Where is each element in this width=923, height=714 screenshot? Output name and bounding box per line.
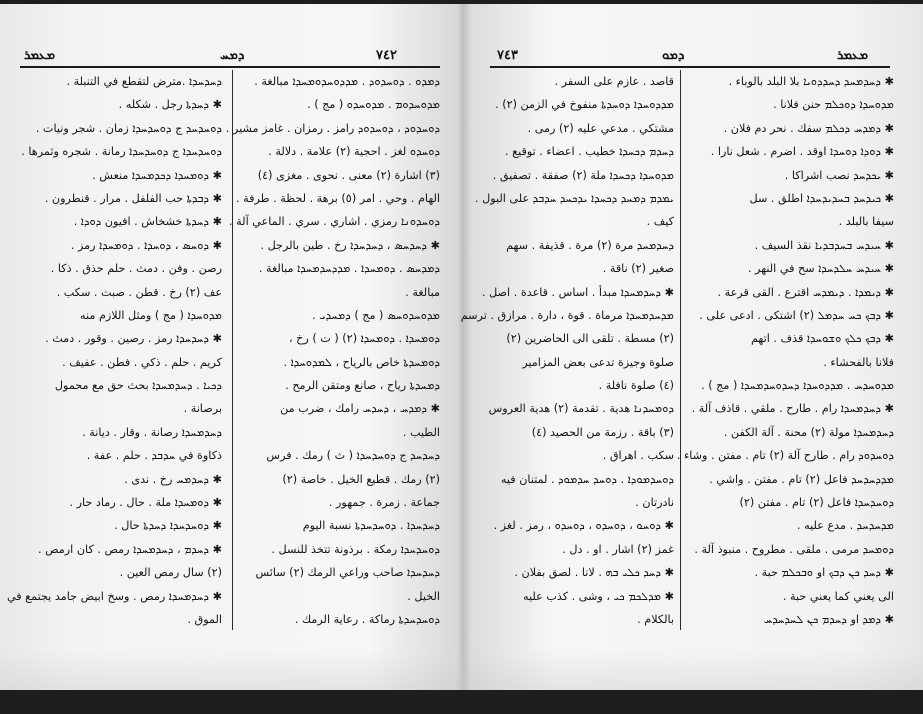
dictionary-entry-line: غمز (٢) اشار . او . دل . [562,542,674,556]
dictionary-entry-line: ܕܘܚܕܡܘܕܐ . ܕܘܚܕ ܚܕܡܘܕ . لمتنان فيه [500,472,674,486]
book-spread [0,4,923,690]
dictionary-entry-line: ✱ ܕܘܡܚܕܐ ملة . حال . رماد حار . [69,496,222,510]
dictionary-entry-line: فلانا بالفحشاء . [823,355,894,369]
dictionary-entry-line: (٢) رمك . قطيع الخيل . خاصة (٢) [282,472,440,486]
dictionary-entry-line: كيف . [646,215,674,229]
dictionary-entry-line: صلوة وجيزة تدعى بعض المزامير [522,355,674,369]
dictionary-entry-line: ܕܘܚܕܘ لغز . احجية (٢) علامة . دلالة . [268,145,440,159]
right-page-column-left [460,70,674,631]
dictionary-entry-line: (٤) صلوة نافلة . [598,379,674,393]
dictionary-entry-line: الهام . وحي . امر (٥) برهة . لحظة . طرفة . [236,191,440,205]
left-page-column-right [225,70,440,631]
dictionary-entry-line: ܡܕܘܚܕܐ ܕܘܟܠܡ حنن فلانا . [773,98,894,112]
dictionary-entry-line: ܕܘܚܕܚܕ ج ܕܘܚܕܚܕܐ زمان . شجر ونيات . [35,121,222,135]
dictionary-entry-line: ܕܚܕܡܚܕ مرة (٢) مرة . قذيفة . سهم [506,238,674,252]
dictionary-entry-line: ✱ ܚܝܕܚ ܚܠܕܚܕܐ سح في النهر . [747,262,894,276]
dictionary-entry-line: (٣) اشارة (٢) معنى . نحوى . مغزى (٤) [257,168,440,182]
dictionary-entry-line: كريم . حلم . ذكي . فطن . عفيف . [62,355,222,369]
left-header-rule [20,66,440,68]
dictionary-entry-line: ܕܡܕܘ . ܕܘܚܕܘܕ . ܡܕܕܘܚܕܘܡܚܕܐ مبالغة . [254,75,440,88]
dictionary-entry-line: ܡܕܘܚܕܘܚܣ ( مج ) ܕܡܚܕܝ . [312,308,440,322]
dictionary-entry-line: ✱ ܕܝܡܕܐ . ܕܝܡܕܚ اقترع . القى قرعة . [717,285,894,299]
left-page-column-divider [232,70,233,630]
dictionary-entry-line: ܕܚܕܡ ܕܟܚܕܐ خطيب . اعضاء . توقيع . [505,145,674,159]
dictionary-entry-line: مشتكي . مدعي عليه (٢) رمى . [527,121,674,135]
dictionary-entry-line: الموق . [187,612,222,626]
dictionary-entry-line: ܕܚܕܚܕܐ . ܕܘܚܕܚܕܬܐ نسبة اليوم [302,519,440,533]
dictionary-entry-line: ✱ ܕܘܚܣ ، ܕܘܚܕܐ . ܕܘܡܚܕܐ رمز . [70,238,222,252]
dictionary-entry-line: ܡܕܕܘܚܕܐ ܕܘܚܕܬܐ منفوخ في الزمن (٢) . [495,98,674,112]
dictionary-entry-line: ܕܘܚܕܚܕܐ ج ܕܘܚܕܚܕܐ رمانة . شجره وثمرها . [21,145,222,159]
dictionary-entry-line: سيفا بالبلد . [838,215,894,229]
dictionary-entry-line: نادرتان . [635,496,674,510]
right-page [462,4,923,690]
dictionary-entry-line: عف (٢) رخ . قطن . صبت . سكب . [56,285,222,299]
right-page-bottom-shade [462,650,923,690]
dictionary-entry-line: الى يعني كما يعني حبة . [782,589,894,603]
dictionary-entry-line: ✱ ܕܡܕܚ ܕܟܠܡ سفك . نحر دم فلان . [723,121,894,135]
dictionary-entry-line: ✱ ܕܚܕܡܚܕܐ مبدأ . اساس . قاعدة . اصل . [481,285,674,299]
dictionary-entry-line: رصن . وفن . دمث . حلم حذق . ذكا . [50,262,222,276]
dictionary-entry-line: ✱ ܕܘܚܘ ، ܕܘܚܕܘ ، ܕܘܚܕܘ ، رمز . لغز . [493,519,674,533]
dictionary-entry-line: برصانة . [183,402,222,416]
dictionary-entry-line: ✱ ܕܚܕܡ ، ܕܚܕܡܚܕܐ رمص . كان ارمص . [37,542,222,556]
right-page-column-right [676,70,894,631]
dictionary-entry-line: ✱ ܕܘܡܚܕܐ ܕܟܕܡܚܕܐ منعش . [92,168,222,182]
left-page [0,4,462,690]
dictionary-entry-line: ܡܕܘܚܕܘܡ . ܡܕܘܚܕܘ ( مج ) . [307,98,440,112]
dictionary-entry-line: ܕܚܕܚܕ ج ܕܘܚܕܚܕܐ ( ث ) رمك . فرس [266,449,440,463]
dictionary-entry-line: الطيب . [402,425,440,439]
dictionary-entry-line: (٢) سال رمص العين . [119,566,222,580]
dictionary-entry-line: ✱ ܕܒܟ ܟܚ ܚܕܡܠ (٢) اشتكى . ادعى على . [699,308,894,322]
dictionary-entry-line: (٢) مسطة . تلقى الى الحاضرين (٢) [506,332,674,346]
dictionary-entry-line: ܡܕܘܚܕܐ ( مج ) ومثل اللازم منه [80,308,222,322]
dictionary-entry-line: ✱ ܕܚܕܬܐ رجل . شكله . [118,98,222,112]
dictionary-entry-line: ✱ ܡܕܠܟܡ ܟܝ ، وشى . كذب عليه [523,589,674,603]
dictionary-entry-line: ܕܘܡܚܕܐ . ܕܘܡܚܕܐ (٢) ( ت ) رخ ، [289,332,440,346]
dictionary-entry-line: الخيل . [407,589,440,603]
dictionary-entry-line: ✱ ܟܝܕܚܕ ܒܚܕܝܕܚܕܐ اطلق . سل [749,191,894,205]
right-page-header-word: ܡܥܡܪ [837,48,869,63]
left-page-bottom-shade [0,650,462,690]
dictionary-entry-line: ذكاوة في ܚܕܒܕ . حلم . عفة . [86,449,222,463]
right-page-column-divider [680,70,681,630]
dictionary-entry-line: ܕܘܡܚܕܢܐ هدية . تقدمة (٢) هدية العروس [488,402,674,416]
dictionary-entry-line: ܡܕܚܕܡܚܕܐ مرماة . قوة ، دارة . مرازق . ترسم [460,308,674,322]
dictionary-entry-line: (٣) باقة . رزمة من الحصيد (٤) [531,425,674,439]
dictionary-entry-line: ܕܚܕܡܚܕܐ مولة (٢) محنة . آلة الكفن . [723,425,894,439]
dictionary-entry-line: قاصد . عازم على السفر . [554,75,674,88]
left-page-number: ٧٤٢ [376,48,397,63]
dictionary-entry-line: ܕܘܡܚܕܬܐ خاص بالرياح ، ܠܡܕܘܚܕܐ . [283,355,440,369]
dictionary-entry-line: ✱ ܕܚܕܡܚܕܐ رمص . وسخ ابيض جامد يجتمع في [6,589,222,603]
dictionary-entry-line: ܕܘܚܕܚܕܐ فاعل (٢) تام . مفتن (٢) [739,496,894,510]
dictionary-entry-line: ✱ ܕܚܕܡܚܕ ܕܚܕܕܘܝܐ بلا البلد بالوباء . [728,75,894,88]
dictionary-entry-line: ܕܘܚܕܚܕܐ رمكة . برذونة تتخذ للنسل . [271,542,440,556]
dictionary-entry-line: ✱ ܕܡܕܚ ، ܕܚܕܚ رامك ، ضرب من [280,402,440,416]
dictionary-entry-line: سكب . اهراق . [602,449,674,463]
dictionary-entry-line: مبالغة . [405,285,440,299]
dictionary-entry-line: ܕܘܚܕܘܕ ، ܕܘܚܕܘܕ رامز . رمزان . غامز مشير . [225,121,440,135]
dictionary-entry-line: ✱ ܕܡܕ او ܕܚܕܡ ܟܢ ܠܚܕܚܕܚ [763,612,894,626]
dictionary-entry-line: ✱ ܕܘܚܕܚܕܐ ܕܚܕܬܐ حال . [114,519,222,533]
right-page-header-root: ܕܡܘ [662,48,685,63]
dictionary-entry-line: ✱ ܕܚܕ ܟܢ ܕܒܟ او ܘܒܟܠܡ حبة . [754,566,894,580]
dictionary-entry-line: ܡܕܕܚܕܚܕ فاعل (٢) تام . مفتن . واشي . [709,472,894,486]
left-page-header-word: ܡܥܡܪ [24,48,56,63]
dictionary-entry-line: ✱ ܝܟܕܚܕ نصب اشراكا . [784,168,894,182]
right-page-number: ٧٤٣ [497,48,518,63]
dictionary-entry-line: ✱ ܕܚܕܚܣ ، ܕܚܕܚܕܐ رخ . طين بالرجل . [260,238,440,252]
dictionary-entry-line: ܕܚܕܡܚܕܐ رصانة . وقار . ديانة . [82,425,222,439]
dictionary-entry-line: ܕܡܚܕܬܐ رياح ، صانع ومتقن الرمح . [285,379,440,393]
left-page-column-left [6,70,222,631]
dictionary-entry-line: ✱ ܕܚܕܚܕܐ رمز . رصين . وقور . دمث . [45,332,222,346]
dictionary-entry-line: صغير (٢) ناقة . [602,262,674,276]
left-page-header-root: ܕܡܚ [220,48,245,63]
right-header-rule [490,66,890,68]
dictionary-entry-line: ܕܡܕܚܣ . ܕܘܡܚܕܐ . ܡܕܕܚܕܡܚܕܐ مبالغة . [258,262,440,276]
dictionary-entry-line: ܝܡܕܡ ܕܡܚܕ ܕܟܚܕܐ ܝܕܟܚܕ ܚܕܒܕ على البول . [474,191,674,205]
dictionary-entry-line: ܡܕܘܚܕܐ ܕܟܚܕܐ ملة (٢) صفقة . تصفيق . [492,168,674,182]
dictionary-entry-line: ✱ ܕܚܕܡܚܕܐ رام . طارح . ملقي . قاذف آلة . [691,402,894,416]
dictionary-entry-line: ܡܕܘܚܕܚ . ܡܕܕܘܚܕܐ ܕܚܕܘܚܕܡܚܕܐ ( مج ) . [701,379,894,393]
dictionary-entry-line: ✱ ܕܘܕܐ ܕܘܚܕܐ اوقد . اضرم . شعل نارا . [710,145,894,159]
dictionary-entry-line: ܕܚܕܚܕܐ .مترض لتقطع في التنبلة . [66,75,222,88]
dictionary-entry-line: ܕܘܚܕܚܕܬܐ رماكة . رعاية الرمك . [294,612,440,626]
dictionary-entry-line: ✱ ܕܚܕܡܚ رخ . ندى . [124,472,222,486]
dictionary-entry-line: ܕܘܚܕܘܢܐ رمزي . اشاري . سري . الماعي آلة . [229,215,440,229]
dictionary-entry-line: ܕܘܡܚܕ مرمى . ملقى . مطروح . منبوذ آلة . [694,542,894,556]
dictionary-entry-line: ✱ ܚܝܕܚ ܒܚܕܒܕܝܐ نقذ السيف . [754,238,894,252]
dictionary-entry-line: ܕܟܝܐ . ܕܚܕܡܚܕܐ بحث حق مع محمول [54,379,222,393]
dictionary-entry-line: ✱ ܕܚܕܬܐ خشخاش . افيون ܕܘܕܐ . [73,215,222,229]
dictionary-entry-line: ܕܚܕܚܕܐ صاحب وراعي الرمك (٢) سائس [255,566,440,580]
dictionary-entry-line: ✱ ܕܒܕܬܐ حب الفلفل . مرار . قنطرون . [44,191,222,205]
dictionary-entry-line: ✱ ܕܒܟ ܟܠܟ ܘܫܘܚܕܐ قذف . اتهم [750,332,894,346]
dictionary-entry-line: ܡܕܚܕܚܕ . مدع عليه . [797,519,894,533]
dictionary-entry-line: بالكلام . [637,612,674,626]
dictionary-entry-line: ✱ ܕܚܕ ܟܠܝ ܒܗ . لانا . لصق بفلان . [514,566,674,580]
dictionary-entry-line: ܕܘܚܕܘܕ رام . طارح آلة (٢) تام . مفتن . وشاء . [676,449,894,463]
dictionary-entry-line: جماعة . زمرة . جمهور . [328,496,440,510]
